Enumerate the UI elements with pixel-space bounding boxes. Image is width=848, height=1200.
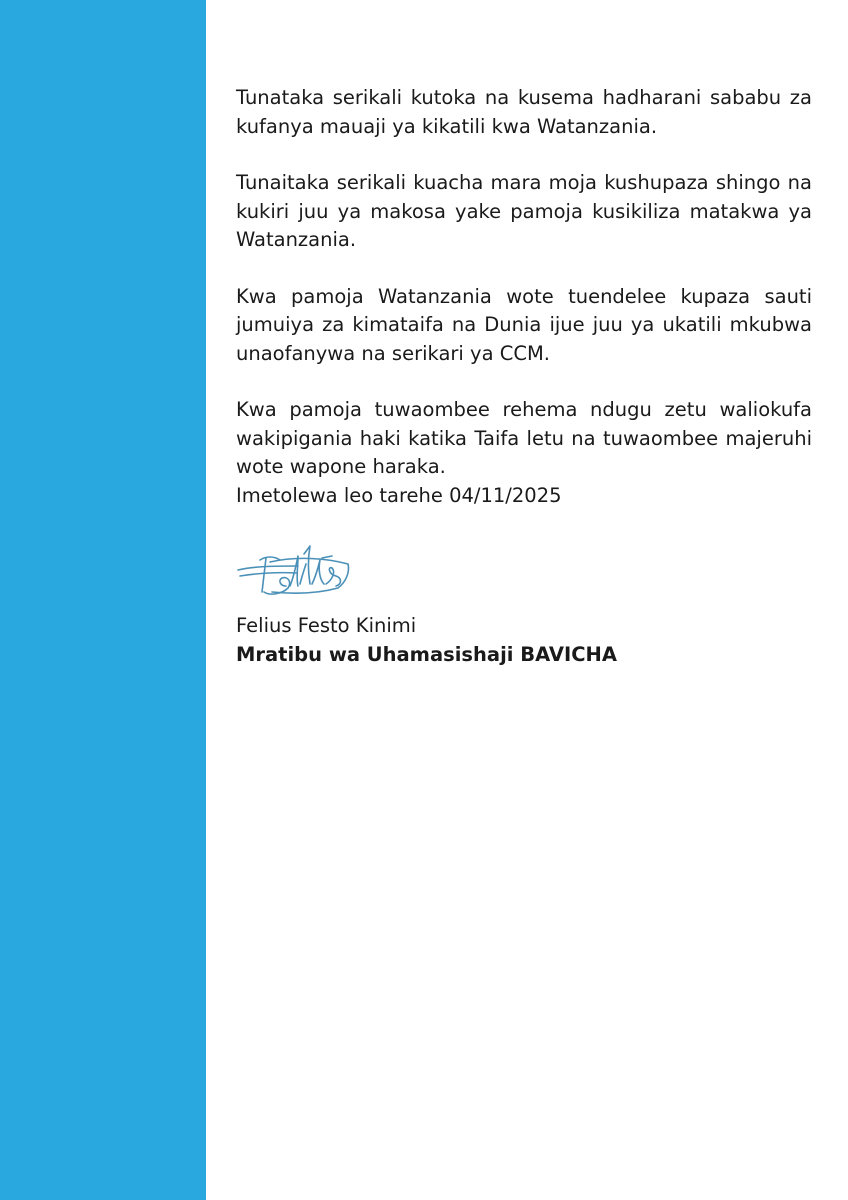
paragraph-1: Tunataka serikali kutoka na kusema hadharani sababu za kufanya mauaji ya kikatili kwa Watanzania. <box>236 86 812 138</box>
signer-title: Mratibu wa Uhamasishaji BAVICHA <box>236 642 617 666</box>
letter-body <box>236 84 812 669</box>
paragraph-2: Tunaitaka serikali kuacha mara moja kushupaza shingo na kukiri juu ya makosa yake pamoja kusikiliza matakwa ya Watanzania. <box>236 171 812 251</box>
paragraph-4: Kwa pamoja tuwaombee rehema ndugu zetu waliokufa wakipigania haki katika Taifa letu na tuwaombee majeruhi wote wapone haraka. <box>236 398 812 478</box>
paragraph-3: Kwa pamoja Watanzania wote tuendelee kupaza sauti jumuiya za kimataifa na Dunia ijue juu ya ukatili mkubwa unaofanywa na serikari ya CCM. <box>236 284 812 365</box>
handwritten-signature-icon <box>236 536 352 598</box>
blue-side-band <box>0 0 206 1200</box>
issue-date-line: Imetolewa leo tarehe 04/11/2025 <box>236 483 562 507</box>
signer-name: Felius Festo Kinimi <box>236 614 417 637</box>
